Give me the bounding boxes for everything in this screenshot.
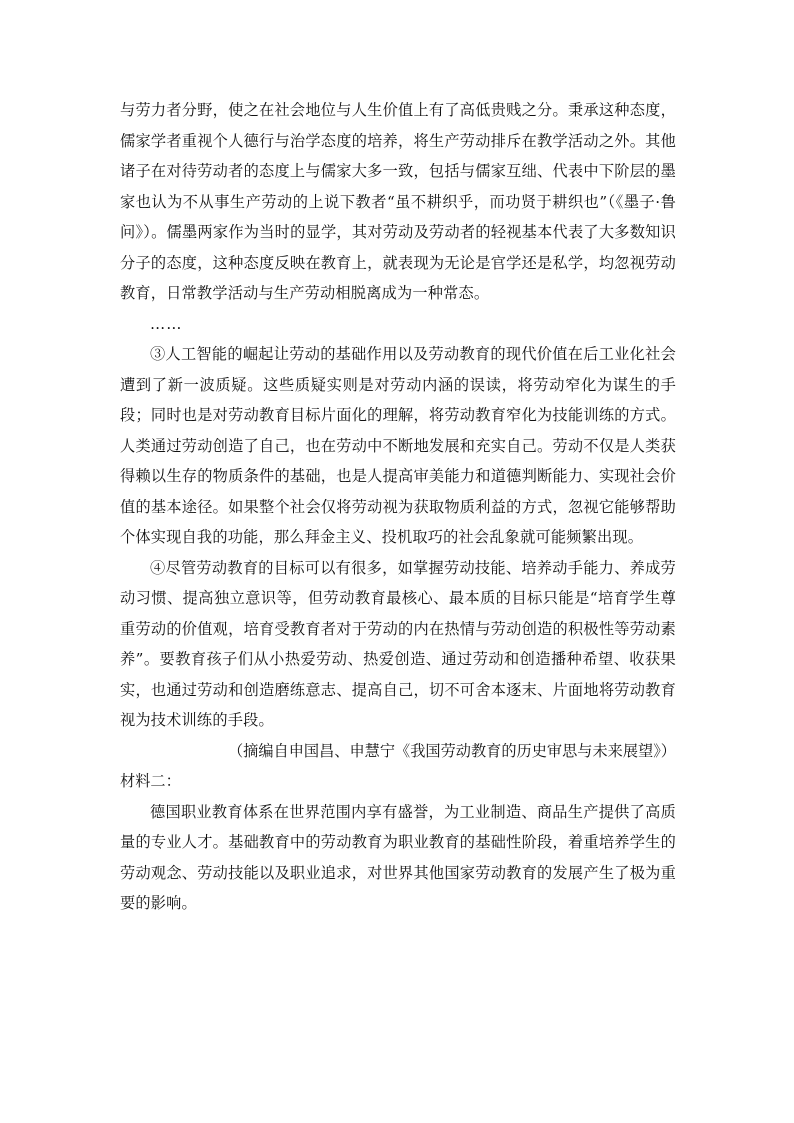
ellipsis: …… bbox=[150, 314, 183, 333]
source-citation: （摘编自申国昌、申慧宁《我国劳动教育的历史审思与未来展望》） bbox=[227, 741, 676, 760]
material-two-heading: 材料二： bbox=[120, 772, 181, 790]
paragraph-german-vocational: 德国职业教育体系在世界范围内享有盛誉，为工业制造、商品生产提供了高质量的专业人才。基础教育中的劳动教育为职业教育的基础性阶段，着重培养学生的劳动观念、劳动技能以及职业追求，对世界其他国家劳动教育的发展产生了极为重要的影响。 bbox=[120, 802, 676, 912]
paragraph-confucian-labor: 与劳力者分野，使之在社会地位与人生价值上有了高低贵贱之分。秉承这种态度，儒家学者重视个人德行与治学态度的培养，将生产劳动排斥在教学活动之外。其他诸子在对待劳动者的态度上与儒家大多一致，包括与儒家互绌、代表中下阶层的墨家也认为不从事生产劳动的上说下教者“虽不耕织乎，而功贤于耕织也”（《墨子·鲁问》）。儒墨两家作为当时的显学，其对劳动及劳动者的轻视基本代表了大多数知识分子的态度，这种态度反映在教育上，就表现为无论是官学还是私学，均忽视劳动教育，日常教学活动与生产劳动相脱离成为一种常态。 bbox=[120, 101, 676, 302]
paragraph-ai-labor: ③人工智能的崛起让劳动的基础作用以及劳动教育的现代价值在后工业化社会遭到了新一波质疑。这些质疑实则是对劳动内涵的误读，将劳动窄化为谋生的手段；同时也是对劳动教育目标片面化的理解，将劳动教育窄化为技能训练的方式。人类通过劳动创造了自己，也在劳动中不断地发展和充实自己。劳动不仅是人类获得赖以生存的物质条件的基础，也是人提高审美能力和道德判断能力、实现社会价值的基本途径。如果整个社会仅将劳动视为获取物质利益的方式，忽视它能够帮助个体实现自我的功能，那么拜金主义、投机取巧的社会乱象就可能频繁出现。 bbox=[120, 345, 676, 546]
document-page bbox=[120, 95, 676, 919]
paragraph-labor-education-goal: ④尽管劳动教育的目标可以有很多，如掌握劳动技能、培养动手能力、养成劳动习惯、提高独立意识等，但劳动教育最核心、最本质的目标只能是“培育学生尊重劳动的价值观，培育受教育者对于劳动的内在热情与劳动创造的积极性等劳动素养”。要教育孩子们从小热爱劳动、热爱创造、通过劳动和创造播种希望、收获果实，也通过劳动和创造磨练意志、提高自己，切不可舍本逐末、片面地将劳动教育视为技术训练的手段。 bbox=[120, 558, 676, 729]
